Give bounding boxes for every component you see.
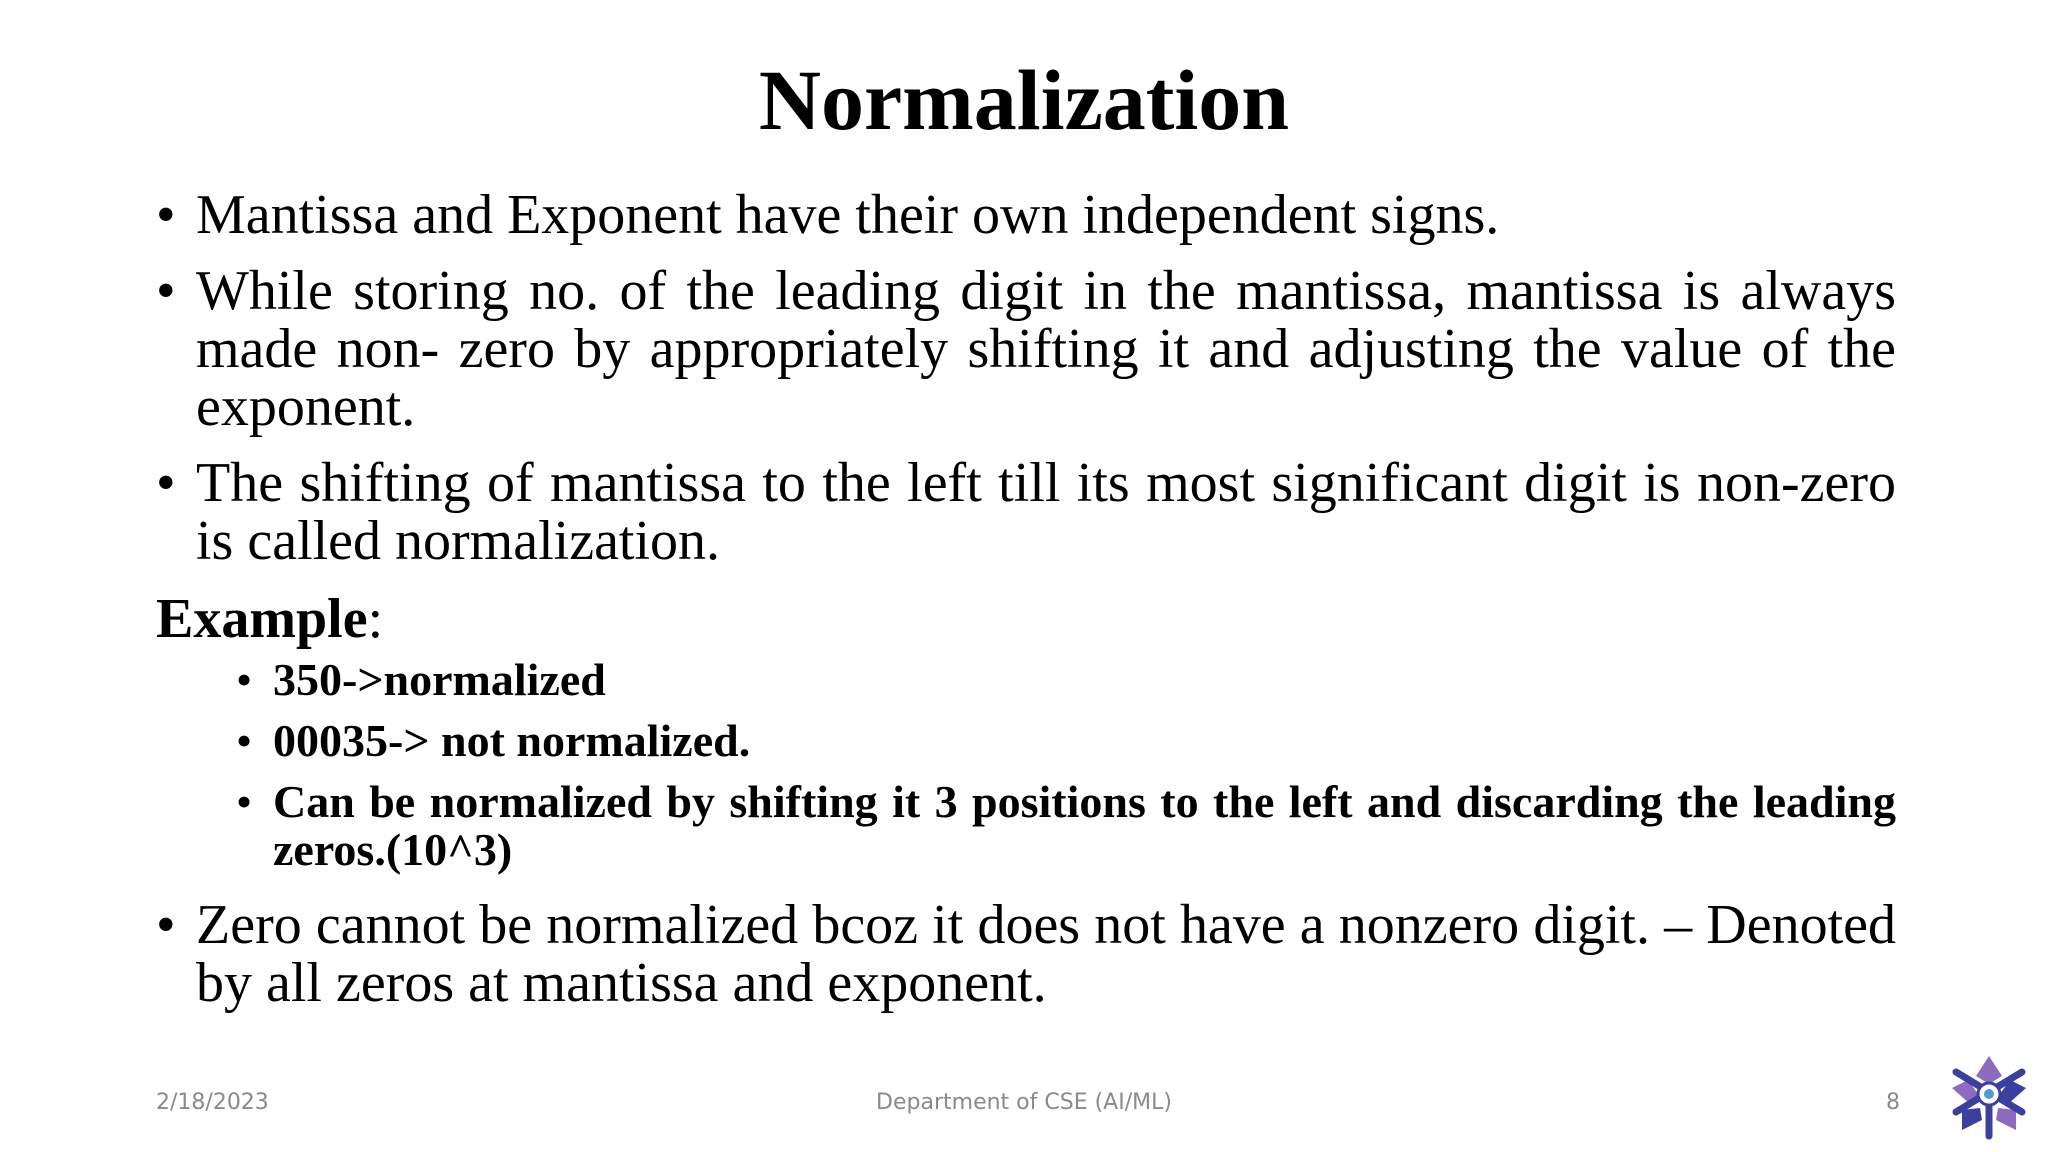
footer-page-number: 8 — [1886, 1090, 1900, 1115]
bullet-item: • While storing no. of the leading digit in the mantissa, mantissa is always made non- zero by appropriately shifting it and adjusting the value of the exponent. — [156, 262, 1896, 436]
example-item: • Can be normalized by shifting it 3 positions to the left and discarding the leading zeros.(10^3) — [236, 778, 1896, 874]
example-colon: : — [367, 588, 384, 650]
bullet-item: • Mantissa and Exponent have their own independent signs. — [156, 186, 1896, 244]
bullet-item-final: • Zero cannot be normalized bcoz it does not have a nonzero digit. – Denoted by all zeros at mantissa and exponent. — [156, 896, 1896, 1012]
footer-department: Department of CSE (AI/ML) — [876, 1090, 1172, 1115]
institution-logo-icon — [1944, 1050, 2034, 1140]
example-item: • 350->normalized — [236, 656, 1896, 704]
slide-title: Normalization — [758, 52, 1290, 148]
example-item: • 00035-> not normalized. — [236, 717, 1896, 765]
bullet-item: • The shifting of mantissa to the left till its most significant digit is non-zero is called normalization. — [156, 454, 1896, 570]
logo-graphic — [1944, 1050, 2034, 1140]
example-list — [156, 656, 1896, 874]
example-label: Example — [156, 588, 368, 650]
slide-body — [156, 186, 1896, 1030]
footer-date: 2/18/2023 — [156, 1090, 269, 1115]
example-heading — [156, 588, 1896, 650]
